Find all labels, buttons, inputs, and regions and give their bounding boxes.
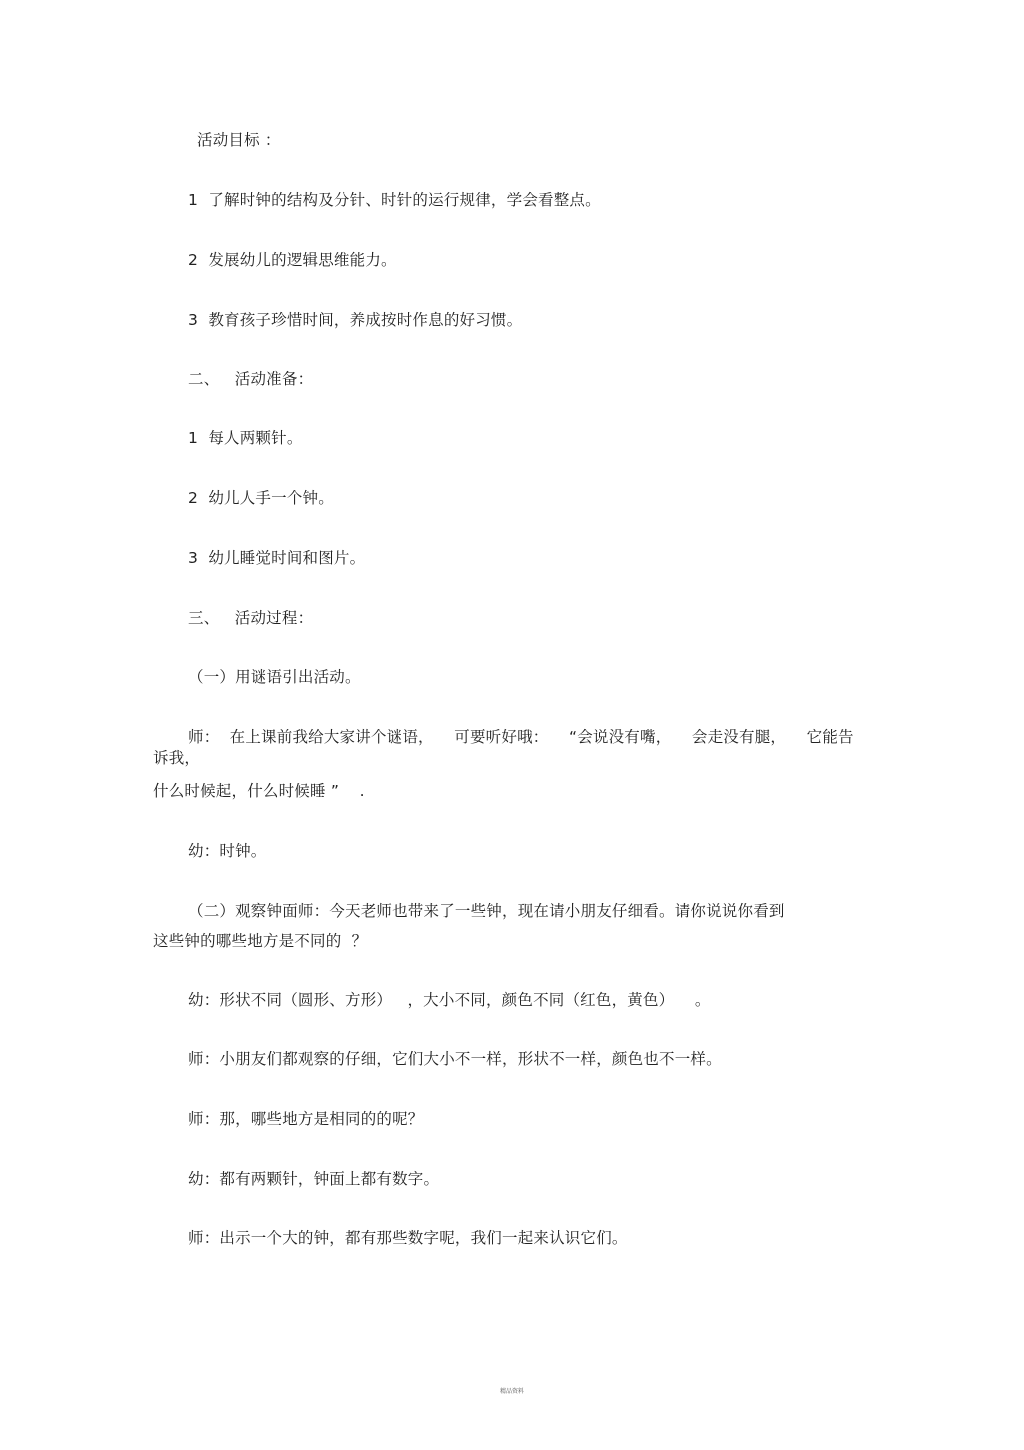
goal-item-3: 3 教育孩子珍惜时间，养成按时作息的好习惯。 bbox=[188, 311, 523, 329]
step-2-line-2: 这些钟的哪些地方是不同的 ？ bbox=[153, 932, 368, 950]
goal-item-1: 1 了解时钟的结构及分针、时针的运行规律，学会看整点。 bbox=[188, 191, 601, 209]
page-footer: 精品资料 bbox=[499, 1388, 524, 1395]
section-heading-process: 三、 活动过程： bbox=[188, 609, 314, 627]
prep-item-1: 1 每人两颗针。 bbox=[188, 429, 303, 447]
prep-item-2: 2 幼儿人手一个钟。 bbox=[188, 489, 334, 507]
dialogue-line-5: 师：出示一个大的钟，都有那些数字呢，我们一起来认识它们。 bbox=[188, 1229, 628, 1247]
dialogue-line-2: 师：小朋友们都观察的仔细，它们大小不一样，形状不一样，颜色也不一样。 bbox=[188, 1050, 722, 1068]
answer-line: 幼：时钟。 bbox=[188, 842, 267, 860]
section-heading-preparation: 二、 活动准备： bbox=[188, 370, 314, 388]
prep-item-3: 3 幼儿睡觉时间和图片。 bbox=[188, 549, 366, 567]
riddle-line-1: 师： 在上课前我给大家讲个谜语， 可要听好哦： “会说没有嘴， 会走没有腿， 它能告 bbox=[188, 728, 854, 746]
dialogue-line-3: 师：那，哪些地方是相同的的呢？ bbox=[188, 1110, 424, 1128]
heading-activity-goals: 活动目标 ： bbox=[197, 131, 281, 149]
goal-item-2: 2 发展幼儿的逻辑思维能力。 bbox=[188, 251, 397, 269]
riddle-line-3: 什么时候起，什么时候睡 ” . bbox=[153, 782, 365, 800]
dialogue-line-1: 幼：形状不同（圆形、方形） ，大小不同，颜色不同（红色，黄色） 。 bbox=[188, 991, 711, 1009]
step-1-heading: （一）用谜语引出活动。 bbox=[188, 668, 361, 686]
dialogue-line-4: 幼：都有两颗针，钟面上都有数字。 bbox=[188, 1170, 440, 1188]
step-2-line-1: （二）观察钟面师：今天老师也带来了一些钟，现在请小朋友仔细看。请你说说你看到 bbox=[188, 902, 785, 920]
riddle-line-2: 诉我， bbox=[153, 749, 201, 767]
